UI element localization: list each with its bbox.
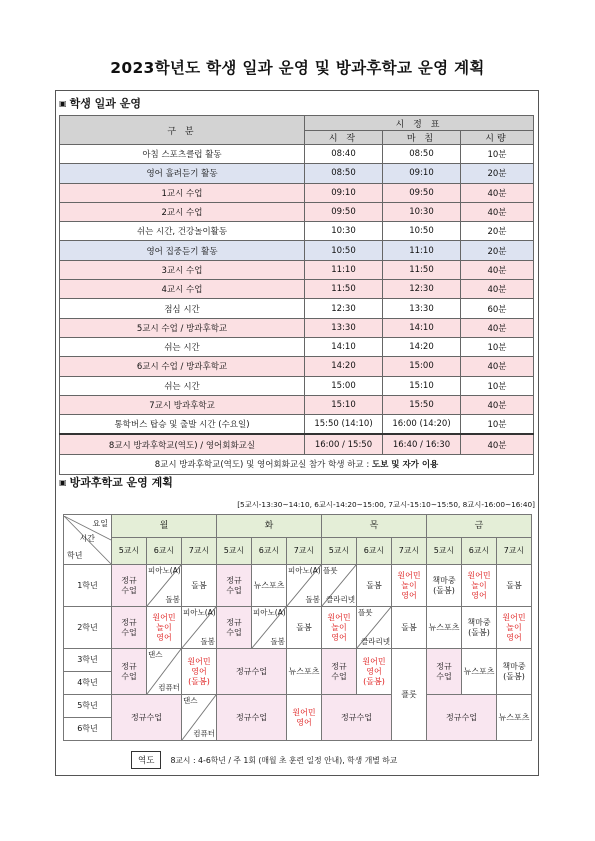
period-header: 5교시 (112, 538, 147, 565)
schedule-row (60, 415, 534, 435)
header-end: 마 침 (383, 131, 461, 145)
cell-float: 플룻 (392, 649, 427, 741)
row-start: 09:50 (305, 202, 383, 221)
cell-split (182, 607, 217, 649)
row-duration: 40분 (461, 357, 534, 376)
row-end: 16:00 (14:20) (383, 415, 461, 435)
cell-split (147, 565, 182, 607)
cell-split (182, 695, 217, 741)
cell-eng-play: 원어민 놀이 영어 (462, 565, 497, 607)
schedule-row (60, 357, 534, 376)
cell-dolbom: 돌봄 (165, 595, 180, 604)
cell-clarinet: 클라리넷 (326, 595, 355, 604)
cell-eng-dolbom: 원어민 영어 (돌봄) (357, 649, 392, 695)
cell-split (357, 607, 392, 649)
row-start: 15:10 (305, 395, 383, 414)
row-duration: 40분 (461, 202, 534, 221)
cell-book: 책마중 (돌봄) (427, 565, 462, 607)
row-duration: 20분 (461, 222, 534, 241)
schedule-row (60, 434, 534, 454)
period-header: 7교시 (392, 538, 427, 565)
cell-news: 뉴스포츠 (497, 695, 532, 741)
row-end: 15:10 (383, 376, 461, 395)
row-duration: 40분 (461, 183, 534, 202)
grade-4: 4학년 (64, 672, 112, 695)
schedule-row (60, 145, 534, 164)
row-start: 12:30 (305, 299, 383, 318)
note-bold: 도보 및 자가 이용 (371, 460, 439, 471)
header-start: 시 작 (305, 131, 383, 145)
cell-regular: 정규 수업 (112, 607, 147, 649)
cell-dolbom: 돌봄 (270, 637, 285, 646)
schedule-note-row (60, 454, 534, 474)
cell-regular: 정규 수업 (427, 649, 462, 695)
row-end: 10:50 (383, 222, 461, 241)
header-timetable: 시 정 표 (305, 116, 534, 131)
cell-dolbom: 돌봄 (497, 565, 532, 607)
schedule-row (60, 376, 534, 395)
grade-6: 6학년 (64, 718, 112, 741)
schedule-row (60, 164, 534, 183)
row-end: 11:50 (383, 260, 461, 279)
cell-regular-wide: 정규수업 (217, 649, 287, 695)
section-daily-label: 학생 일과 운영 (69, 97, 141, 110)
schedule-row (60, 299, 534, 318)
day-fri: 금 (427, 515, 532, 538)
row-start: 15:50 (14:10) (305, 415, 383, 435)
row-duration: 40분 (461, 395, 534, 414)
cell-dolbom: 돌봄 (200, 637, 215, 646)
cell-news: 뉴스포츠 (287, 649, 322, 695)
row-end: 13:30 (383, 299, 461, 318)
row-end: 10:30 (383, 202, 461, 221)
row-end: 14:10 (383, 318, 461, 337)
row-end: 15:00 (383, 357, 461, 376)
cell-piano: 피아노(A) (183, 608, 216, 617)
row-end: 15:50 (383, 395, 461, 414)
cell-regular: 정규 수업 (112, 565, 147, 607)
cell-split (287, 565, 322, 607)
schedule-row (60, 395, 534, 414)
row-name: 점심 시간 (60, 299, 305, 318)
grade-3: 3학년 (64, 649, 112, 672)
row-name: 쉬는 시간 (60, 376, 305, 395)
cell-float: 플룻 (358, 608, 373, 617)
cell-piano: 피아노(A) (288, 566, 321, 575)
day-mon: 월 (112, 515, 217, 538)
cell-news: 뉴스포츠 (462, 649, 497, 695)
legend (131, 751, 397, 769)
row-end: 11:10 (383, 241, 461, 260)
cell-regular-wide: 정규수업 (322, 695, 392, 741)
row-start: 11:50 (305, 280, 383, 299)
cell-computer: 컴퓨터 (158, 683, 180, 692)
cell-book: 책마중 (돌봄) (497, 649, 532, 695)
row-duration: 10분 (461, 376, 534, 395)
row-name: 쉬는 시간 (60, 337, 305, 356)
legend-tag: 역도 (131, 751, 161, 769)
cell-eng-dolbom: 원어민 영어 (돌봄) (182, 649, 217, 695)
note-text: 8교시 방과후학교(역도) 및 영어회화교실 참가 학생 하교 : (154, 460, 372, 471)
row-start: 13:30 (305, 318, 383, 337)
schedule-row (60, 260, 534, 279)
row-start: 16:00 / 15:50 (305, 434, 383, 454)
schedule-row (60, 280, 534, 299)
row-start: 10:50 (305, 241, 383, 260)
cell-eng-play: 원어민 놀이 영어 (497, 607, 532, 649)
row-duration: 40분 (461, 434, 534, 454)
section-after-label: 방과후학교 운영 계획 (69, 476, 173, 489)
row-start: 11:10 (305, 260, 383, 279)
period-header: 7교시 (497, 538, 532, 565)
schedule-row (60, 241, 534, 260)
row-name: 7교시 방과후학교 (60, 395, 305, 414)
row-name: 4교시 수업 (60, 280, 305, 299)
period-header: 7교시 (182, 538, 217, 565)
row-name: 아침 스포츠클럽 활동 (60, 145, 305, 164)
row-end: 12:30 (383, 280, 461, 299)
section-daily-title (59, 95, 141, 111)
cell-split (147, 649, 182, 695)
header-category: 구 분 (60, 116, 305, 145)
grade-5: 5학년 (64, 695, 112, 718)
row-start: 15:00 (305, 376, 383, 395)
row-name: 1교시 수업 (60, 183, 305, 202)
row-start: 10:30 (305, 222, 383, 241)
period-header: 7교시 (287, 538, 322, 565)
row-start: 14:20 (305, 357, 383, 376)
day-thu: 목 (322, 515, 427, 538)
cell-regular: 정규 수업 (217, 607, 252, 649)
grade-1: 1학년 (64, 565, 112, 607)
cell-dolbom: 돌봄 (305, 595, 320, 604)
schedule-row (60, 318, 534, 337)
header-duration: 시량 (461, 131, 534, 145)
period-header: 5교시 (217, 538, 252, 565)
cell-regular: 정규 수업 (322, 649, 357, 695)
row-end: 09:10 (383, 164, 461, 183)
period-header: 6교시 (357, 538, 392, 565)
daily-schedule-table (59, 115, 534, 475)
row-duration: 40분 (461, 280, 534, 299)
cell-dolbom: 돌봄 (287, 607, 322, 649)
cell-computer: 컴퓨터 (193, 729, 215, 738)
cell-piano: 피아노(A) (253, 608, 286, 617)
cell-regular-wide: 정규수업 (217, 695, 287, 741)
schedule-row (60, 222, 534, 241)
row-end: 08:50 (383, 145, 461, 164)
cell-regular: 정규 수업 (112, 649, 147, 695)
cell-float: 플룻 (323, 566, 338, 575)
row-start: 09:10 (305, 183, 383, 202)
row-name: 영어 흘려듣기 활동 (60, 164, 305, 183)
cell-eng-play: 원어민 놀이 영어 (147, 607, 182, 649)
cell-dolbom: 돌봄 (392, 607, 427, 649)
row-duration: 40분 (461, 260, 534, 279)
row-duration: 60분 (461, 299, 534, 318)
bullet-icon: ▣ (59, 98, 67, 108)
cell-split (252, 607, 287, 649)
row-name: 8교시 방과후학교(역도) / 영어회화교실 (60, 434, 305, 454)
row-name: 6교시 수업 / 방과후학교 (60, 357, 305, 376)
periods-note: [5교시-13:30~14:10, 6교시-14:20~15:00, 7교시-15:10~15:50, 8교시-16:00~16:40] (237, 500, 535, 509)
schedule-row (60, 183, 534, 202)
cell-dance: 댄스 (148, 650, 163, 659)
cell-book: 책마중 (돌봄) (462, 607, 497, 649)
row-end: 14:20 (383, 337, 461, 356)
cell-regular-wide: 정규수업 (112, 695, 182, 741)
row-duration: 10분 (461, 145, 534, 164)
bullet-icon: ▣ (59, 477, 67, 487)
row-end: 09:50 (383, 183, 461, 202)
corner-time: 시간 (79, 533, 95, 543)
cell-dolbom: 돌봄 (182, 565, 217, 607)
cell-dance: 댄스 (183, 696, 198, 705)
row-duration: 10분 (461, 415, 534, 435)
row-name: 쉬는 시간, 건강놀이활동 (60, 222, 305, 241)
period-header: 6교시 (147, 538, 182, 565)
cell-eng: 원어민 영어 (287, 695, 322, 741)
row-start: 08:50 (305, 164, 383, 183)
page-title: 2023학년도 학생 일과 운영 및 방과후학교 운영 계획 (110, 59, 485, 77)
after-school-table (63, 514, 532, 741)
row-name: 영어 집중듣기 활동 (60, 241, 305, 260)
row-duration: 40분 (461, 318, 534, 337)
period-header: 5교시 (427, 538, 462, 565)
cell-regular: 정규 수업 (217, 565, 252, 607)
cell-piano: 피아노(A) (148, 566, 181, 575)
cell-clarinet: 클라리넷 (361, 637, 390, 646)
cell-split (322, 565, 357, 607)
row-start: 08:40 (305, 145, 383, 164)
row-name: 2교시 수업 (60, 202, 305, 221)
period-header: 6교시 (252, 538, 287, 565)
cell-eng-play: 원어민 놀이 영어 (322, 607, 357, 649)
corner-header (64, 515, 112, 565)
period-header: 5교시 (322, 538, 357, 565)
row-duration: 20분 (461, 241, 534, 260)
row-duration: 20분 (461, 164, 534, 183)
row-duration: 10분 (461, 337, 534, 356)
section-after-title (59, 474, 173, 490)
cell-regular-wide: 정규수업 (427, 695, 497, 741)
schedule-row (60, 202, 534, 221)
schedule-row (60, 337, 534, 356)
period-header: 6교시 (462, 538, 497, 565)
day-tue: 화 (217, 515, 322, 538)
cell-eng-play: 원어민 놀이 영어 (392, 565, 427, 607)
corner-grade: 학년 (67, 550, 83, 560)
row-name: 통학버스 탑승 및 출발 시간 (수요일) (60, 415, 305, 435)
legend-text: 8교시 : 4-6학년 / 주 1회 (매월 초 훈련 일정 안내), 학생 개별 하교 (170, 755, 398, 765)
row-name: 3교시 수업 (60, 260, 305, 279)
schedule-note (60, 454, 534, 474)
cell-news: 뉴스포츠 (252, 565, 287, 607)
row-end: 16:40 / 16:30 (383, 434, 461, 454)
cell-news: 뉴스포츠 (427, 607, 462, 649)
cell-dolbom: 돌봄 (357, 565, 392, 607)
row-start: 14:10 (305, 337, 383, 356)
row-name: 5교시 수업 / 방과후학교 (60, 318, 305, 337)
corner-day: 요일 (92, 518, 108, 528)
grade-2: 2학년 (64, 607, 112, 649)
